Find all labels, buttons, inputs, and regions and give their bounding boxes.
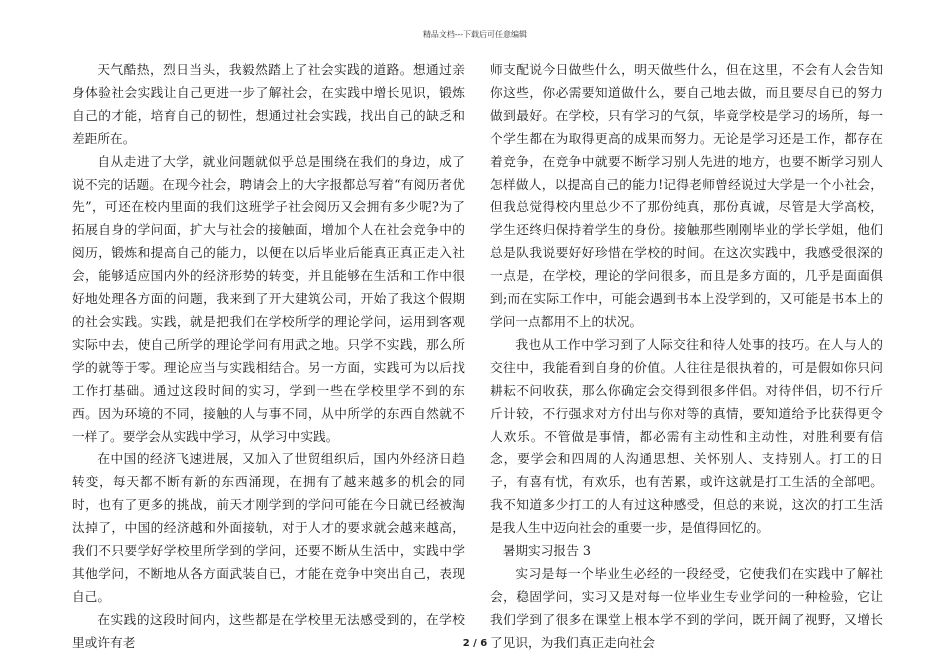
paragraph: 我也从工作中学习到了人际交往和待人处事的技巧。在人与人的交往中，我能看到自身的价值。人往往是很执着的，可是假如你只问耕耘不问收获，那么你确定会交得到很多伴侣。对待伴侣，切不行斤斤计较，不行强求对方付出与你对等的真情，要知道给予比获得更令人欢乐。不管做是事情，都必需有主动性和主动性，对胜利要有信念，要学会和四周的人沟通思想、关怀别人、支持别人。打工的日子，有喜有忧，有欢乐，也有苦累，或许这就是打工生活的全部吧。我不知道多少打工的人有过这种感受，但总的来说，这次的打工生活是我人生中迈向社会的重要一步，是值得回忆的。	[490, 336, 883, 536]
paragraph: 天气酷热，烈日当头，我毅然踏上了社会实践的道路。想通过亲身体验社会实践让自己更进一步了解社会，在实践中增长见识，锻炼自己的才能，培育自己的韧性，想通过社会实践，找出自己的缺乏和差距所在。	[72, 62, 465, 146]
paragraph: 自从走进了大学，就业问题就似乎总是围绕在我们的身边，成了说不完的话题。在现今社会，聘请会上的大字报都总写着“有阅历者优先”，可还在校内里面的我们这班学子社会阅历又会拥有多少呢?为了拓展自身的学问面，扩大与社会的接触面，增加个人在社会竞争中的阅历，锻炼和提高自己的能力，以便在以后毕业后能真正真正走入社会，能够适应国内外的经济形势的转变，并且能够在生活和工作中很好地处理各方面的问题，我来到了开大建筑公司，开始了我这个假期的社会实践。实践，就是把我们在学校所学的理论学问，运用到客观实际中去，使自己所学的理论学问有用武之地。只学不实践，那么所学的就等于零。理论应当与实践相结合。另一方面，实践可为以后找工作打基础。通过这段时间的实习，学到一些在学校里学不到的东西。因为环境的不同，接触的人与事不同，从中所学的东西自然就不一样了。要学会从实践中学习，从学习中实践。	[72, 153, 465, 444]
section-heading: 暑期实习报告 3	[502, 543, 591, 559]
paragraph: 在中国的经济飞速进展，又加入了世贸组织后，国内外经济日趋转变，每天都不断有新的东西涌现，在拥有了越来越多的机会的同时，也有了更多的挑战，前天才刚学到的学问可能在今日就已经被淘汰掉了，中国的经济越和外面接轨，对于人才的要求就会越来越高，我们不只要学好学校里所学到的学问，还要不断从生活中，实践中学其他学问，不断地从各方面武装自已，才能在竞争中突出自己，表现自己。	[72, 451, 465, 604]
paragraph: 实习是每一个毕业生必经的一段经受，它使我们在实践中了解社会，稳固学问，实习又是对每一位毕业生专业学问的一种检验，它让我们学到了很多在课堂上根本学不到的学问，既开阔了视野，又增长了见识，为我们真正走向社会	[490, 565, 883, 650]
page-number: 2 / 6	[462, 638, 488, 649]
paragraph: 在实践的这段时间内，这些都是在学校里无法感受到的，在学校里或许有老	[72, 611, 465, 650]
paragraph-continued: 师支配说今日做些什么，明天做些什么，但在这里，不会有人会告知你这些，你必需要知道做什么，要自己地去做，而且要尽自已的努力做到最好。在学校，只有学习的气氛，毕竟学校是学习的场所，每一个学生都在为取得更高的成果而努力。无论是学习还是工作，都存在着竞争，在竞争中就要不断学习别人先进的地方，也要不断学习别人怎样做人，以提高自己的能力!记得老师曾经说过大学是一个小社会，但我总觉得校内里总少不了那份纯真，那份真诚，尽管是大学高校，学生还终归保持着学生的身份。接触那些刚刚毕业的学长学姐，他们总是队我说要好好珍惜在学校的时间。在这次实践中，我感受很深的一点是，在学校，理论的学问很多，而且是多方面的，几乎是面面俱到;而在实际工作中，可能会遇到书本上没学到的，又可能是书本上的学问一点都用不上的状况。	[490, 62, 883, 329]
right-column	[490, 59, 883, 655]
page-header: 精品文档---下载后可任意编辑	[422, 30, 528, 39]
left-column	[72, 59, 465, 655]
